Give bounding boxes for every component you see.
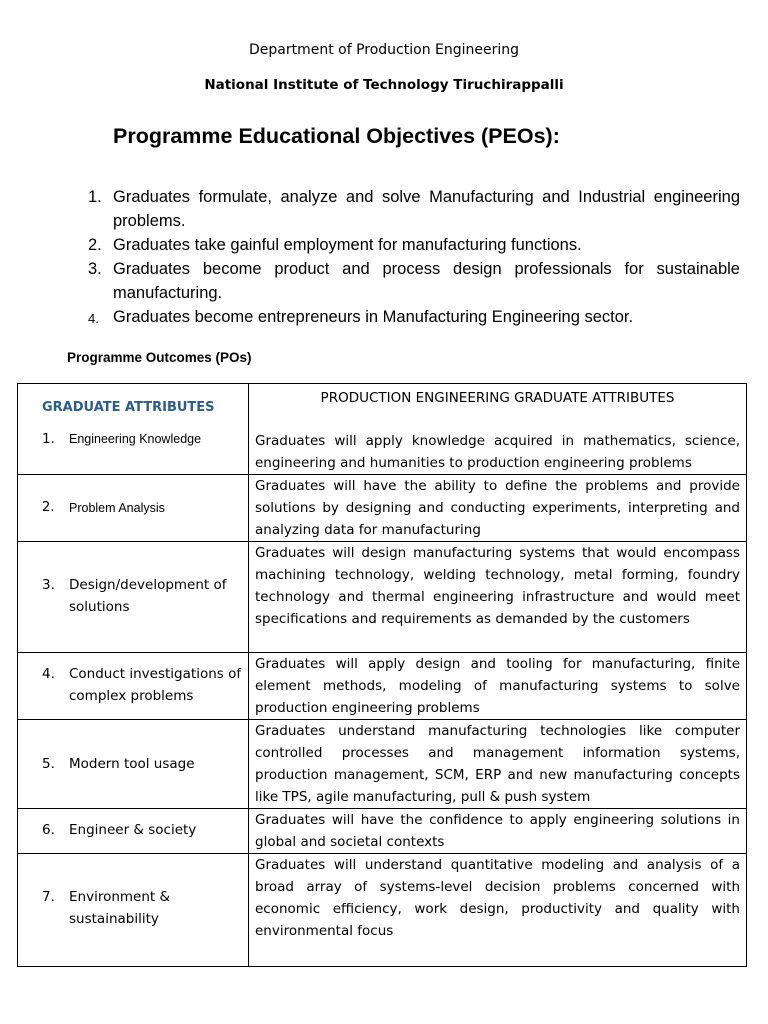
- po-description-cell: [249, 854, 747, 967]
- po-attribute: [18, 653, 248, 707]
- po-attribute: [18, 475, 248, 519]
- table-row: [18, 854, 747, 967]
- po-attribute-label: Problem Analysis: [69, 501, 165, 515]
- peo-item-number: 3.: [88, 260, 102, 278]
- po-attribute-label: Design/development of solutions: [69, 577, 227, 615]
- peo-item: [88, 257, 740, 305]
- po-attribute: [18, 720, 248, 775]
- peo-item: [88, 233, 740, 257]
- po-attribute-label: Environment & sustainability: [69, 889, 171, 927]
- peo-list: [88, 185, 740, 329]
- po-description-cell: [249, 384, 747, 475]
- po-number: 4.: [42, 666, 55, 682]
- po-description-cell: [249, 542, 747, 653]
- peo-item: [88, 305, 740, 329]
- peo-item-text: Graduates formulate, analyze and solve Manufacturing and Industrial engineering problems.: [113, 188, 740, 230]
- production-attributes-header: PRODUCTION ENGINEERING GRADUATE ATTRIBUTES: [320, 390, 675, 406]
- table-row: [18, 542, 747, 653]
- po-description-cell: [249, 653, 747, 720]
- po-description: Graduates will apply knowledge acquired in mathematics, science, engineering and humanities to production engineering problems: [255, 433, 740, 471]
- po-attribute-cell: [18, 542, 249, 653]
- table-row: [18, 653, 747, 720]
- po-number: 1.: [42, 431, 55, 447]
- peo-item-text: Graduates become product and process design professionals for sustainable manufacturing.: [113, 260, 740, 302]
- table-row: [18, 384, 747, 475]
- table-row: [18, 475, 747, 542]
- po-attribute: [18, 415, 248, 450]
- po-attribute-cell: [18, 854, 249, 967]
- peo-item: [88, 185, 740, 233]
- peo-title: Programme Educational Objectives (PEOs):: [113, 124, 560, 148]
- po-attribute-cell: [18, 720, 249, 809]
- po-description-cell: [249, 720, 747, 809]
- po-attribute: [18, 854, 248, 930]
- peo-item-number: 1.: [88, 188, 102, 206]
- po-number: 7.: [42, 889, 55, 905]
- po-attribute-cell: [18, 475, 249, 542]
- po-attribute: [18, 542, 248, 618]
- po-attribute-label: Modern tool usage: [69, 756, 195, 772]
- peo-item-text: Graduates become entrepreneurs in Manufacturing Engineering sector.: [113, 308, 634, 326]
- po-attribute: [18, 809, 248, 841]
- peo-item-number: 4.: [88, 311, 99, 326]
- po-description: Graduates understand manufacturing technologies like computer controlled processes and management information systems, production management, SCM, ERP and new manufacturing concepts like TPS, agile manufacturing, pull & push system: [255, 723, 740, 805]
- department-heading: Department of Production Engineering: [248, 42, 520, 58]
- po-description-cell: [249, 809, 747, 854]
- po-attribute-label: Engineering Knowledge: [69, 432, 202, 446]
- po-number: 3.: [42, 577, 55, 593]
- po-number: 5.: [42, 756, 55, 772]
- institute-heading: National Institute of Technology Tiruchirappalli: [204, 77, 564, 93]
- po-attribute-label: Conduct investigations of complex problems: [69, 666, 242, 704]
- po-attribute-cell: [18, 809, 249, 854]
- po-attribute-cell: [18, 653, 249, 720]
- po-description: Graduates will have the ability to define the problems and provide solutions by designing and conducting experiments, interpreting and analyzing data for manufacturing: [255, 478, 740, 538]
- table-row: [18, 720, 747, 809]
- po-description-cell: [249, 475, 747, 542]
- po-description: Graduates will have the confidence to apply engineering solutions in global and societal contexts: [255, 812, 740, 850]
- po-description: Graduates will design manufacturing systems that would encompass machining technology, welding technology, metal forming, foundry technology and thermal engineering infrastructure and would meet specifications and requirements as demanded by the customers: [255, 545, 740, 627]
- graduate-attributes-header: GRADUATE ATTRIBUTES: [42, 400, 215, 415]
- peo-item-text: Graduates take gainful employment for manufacturing functions.: [113, 236, 582, 254]
- po-description: Graduates will apply design and tooling for manufacturing, finite element methods, modeling of manufacturing systems to solve production engineering problems: [255, 656, 740, 716]
- po-number: 2.: [42, 500, 55, 515]
- po-description: Graduates will understand quantitative modeling and analysis of a broad array of systems-level decision problems concerned with economic efficiency, work design, productivity and quality with environmental focus: [255, 857, 740, 939]
- po-title: Programme Outcomes (POs): [67, 350, 252, 365]
- po-attribute-cell: [18, 384, 249, 475]
- po-number: 6.: [42, 822, 55, 838]
- table-row: [18, 809, 747, 854]
- po-table: [17, 383, 747, 967]
- po-attribute-label: Engineer & society: [69, 822, 197, 838]
- peo-item-number: 2.: [88, 236, 102, 254]
